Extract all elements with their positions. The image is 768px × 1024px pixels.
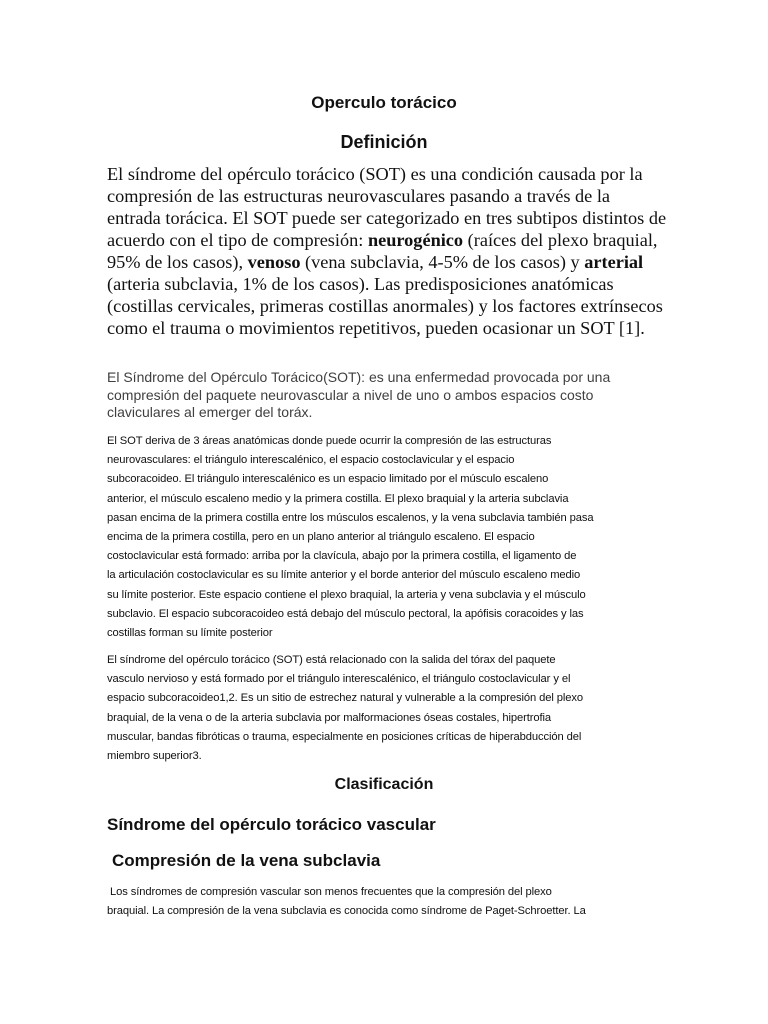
vein-compression-paragraph [107, 883, 663, 921]
paragraph-line: braquial, de la vena o de la arteria subclavia por malformaciones óseas costales, hipertrofia [107, 711, 552, 724]
relation-paragraph [107, 651, 663, 766]
paragraph-line: Los síndromes de compresión vascular son menos frecuentes que la compresión del plexo [107, 886, 552, 898]
paragraph-line: braquial. La compresión de la vena subclavia es conocida como síndrome de Paget-Schroetter. La [107, 905, 586, 918]
paragraph-line: anterior, el músculo escaleno medio y la primera costilla. El plexo braquial y la arteria subclavia [107, 492, 569, 505]
intro-paragraph [107, 163, 667, 339]
section-heading-definition: Definición [340, 132, 428, 152]
section-heading-classification: Clasificación [334, 776, 434, 793]
subheading-subclavian-vein: Compresión de la vena subclavia [112, 851, 381, 870]
paragraph-line: vasculo nervioso y está formado por el triángulo interescalénico, el triángulo costoclavicular y el [107, 673, 571, 686]
paragraph-line: El síndrome del opérculo torácico (SOT) está relacionado con la salida del tórax del paquete [107, 654, 556, 666]
paragraph-line: miembro superior3. [107, 750, 202, 763]
paragraph-line: espacio subcoracoideo1,2. Es un sitio de estrechez natural y vulnerable a la compresión del plexo [107, 692, 584, 705]
intro-bold-neurogenic: neurogénico [367, 230, 464, 250]
document-title: Operculo torácico [311, 93, 457, 112]
intro-bold-venous: venoso [247, 252, 301, 272]
paragraph-line: muscular, bandas fibróticas o trauma, especialmente en posiciones críticas de hiperabducción del [107, 730, 582, 743]
paragraph-line: su límite posterior. Este espacio contiene el plexo braquial, la arteria y vena subclavia y el músculo [107, 588, 586, 601]
paragraph-line: neurovasculares: el triángulo interescalénico, el espacio costoclavicular y el espacio [107, 454, 515, 467]
intro-text-1: El síndrome del opérculo torácico (SOT) es una condición causada por la compresión de las estructuras neurovasculares pasando a través de la entrada torácica. El SOT puede ser categorizado en tres subtipos distintos de acuerdo con el tipo de compresión: [107, 164, 667, 250]
paragraph-line: la articulación costoclavicular es su límite anterior y el borde anterior del músculo escaleno medio [107, 569, 581, 582]
intro-bold-arterial: arterial [584, 252, 644, 272]
paragraph-line: costillas forman su límite posterior [107, 627, 273, 640]
intro-text-2: (raíces del plexo braquial, 95% de los casos), [107, 230, 658, 272]
gray-definition-paragraph: El Síndrome del Opérculo Torácico(SOT): es una enfermedad provocada por una compresión del paquete neurovascular a nivel de uno o ambos espacios costo claviculares al emerger del toráx. [107, 369, 611, 420]
paragraph-line: El SOT deriva de 3 áreas anatómicas donde puede ocurrir la compresión de las estructuras [107, 435, 552, 447]
paragraph-line: subcoracoideo. El triángulo interescalénico es un espacio limitado por el músculo escaleno [107, 473, 549, 486]
intro-text-4: (arteria subclavia, 1% de los casos). Las predisposiciones anatómicas (costillas cervicales, primeras costillas anormales) y los factores extrínsecos como el trauma o movimientos repetitivos, pueden ocasionar un SOT [1]. [107, 274, 663, 338]
paragraph-line: subclavio. El espacio subcoracoideo está debajo del músculo pectoral, la apófisis coracoides y las [107, 607, 584, 620]
paragraph-line: costoclavicular está formado: arriba por la clavícula, abajo por la primera costilla, el ligamento de [107, 550, 577, 563]
paragraph-line: encima de la primera costilla, pero en un plano anterior al triángulo escaleno. El espacio [107, 531, 535, 544]
anatomy-paragraph [107, 432, 663, 643]
intro-text-3: (vena subclavia, 4-5% de los casos) y [300, 252, 585, 272]
paragraph-line: pasan encima de la primera costilla entre los músculos escalenos, y la vena subclavia también pasa [107, 511, 594, 524]
subheading-vascular: Síndrome del opérculo torácico vascular [107, 815, 436, 834]
